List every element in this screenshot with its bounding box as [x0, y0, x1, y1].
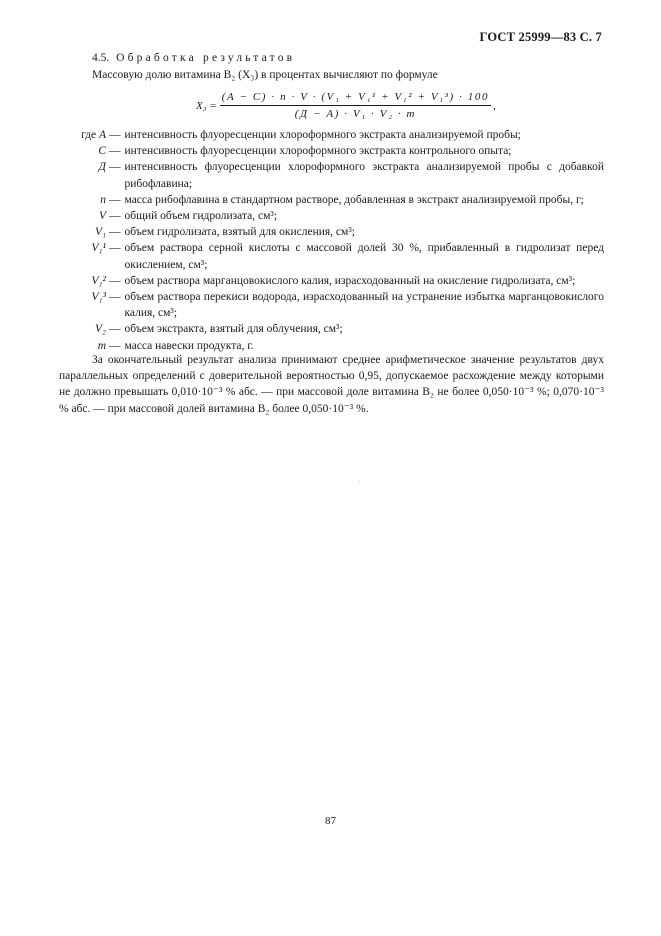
- definitions-list: [59, 127, 604, 354]
- definition-dash: —: [109, 339, 121, 352]
- definition-item: [59, 289, 604, 321]
- definition-symbol: m: [97, 339, 106, 352]
- definition-symbol: C: [98, 145, 106, 158]
- formula: [196, 91, 496, 120]
- section-heading: [92, 52, 295, 64]
- definition-dash: —: [109, 242, 121, 255]
- definition-text: масса навески продукта, г.: [124, 339, 254, 352]
- definition-symbol-text: A: [98, 129, 106, 141]
- definition-dash: —: [109, 193, 121, 206]
- section-number: 4.5.: [92, 52, 110, 64]
- definition-text: масса рибофлавина в стандартном растворе, добавленная в экстракт анализируемой пробы, г;: [124, 193, 584, 206]
- definition-item: [59, 240, 604, 272]
- definition-item: [59, 208, 604, 224]
- definition-symbol: V₂: [94, 323, 106, 336]
- definition-dash: —: [109, 145, 121, 158]
- formula-tail: ,: [493, 99, 496, 112]
- formula-fraction: [220, 91, 491, 120]
- definition-text: интенсивность флуоресценции хлороформного экстракта анализируемой пробы с добавкой рибофлавина;: [124, 161, 604, 190]
- definition-dash: —: [109, 210, 121, 223]
- definition-symbol: n: [100, 193, 106, 206]
- definition-text: интенсивность флуоресценции хлороформного экстракта анализируемой пробы;: [124, 129, 521, 141]
- definition-dash: —: [109, 226, 121, 239]
- section-title: Обработка результатов: [116, 52, 296, 64]
- definition-text: интенсивность флуоресценции хлороформного экстракта контрольного опыта;: [124, 145, 512, 158]
- definition-dash: —: [109, 129, 121, 141]
- definition-symbol: V₁: [94, 226, 106, 239]
- definition-dash: —: [109, 274, 121, 287]
- definition-text: общий объем гидролизата, см³;: [124, 210, 278, 223]
- definition-item: [59, 321, 604, 337]
- definition-text: объем экстракта, взятый для облучения, см³;: [124, 323, 343, 336]
- definition-symbol: Д: [98, 161, 106, 174]
- definition-symbol: V: [98, 210, 106, 223]
- definition-prefix: где: [80, 129, 99, 141]
- definition-item: [59, 273, 604, 289]
- formula-numerator: (A − C) · n · V · (V₁ + V₁¹ + V₁² + V₁³) · 100: [220, 91, 491, 106]
- formula-intro: Массовую долю витамина B₂ (X₃) в процентах вычисляют по формуле: [92, 69, 438, 81]
- definition-item: [59, 127, 604, 143]
- definition-dash: —: [109, 161, 121, 174]
- definition-item: [59, 192, 604, 208]
- definition-symbol: [59, 127, 106, 143]
- definition-symbol: V₁¹: [91, 242, 106, 255]
- definition-text: объем раствора марганцовокислого калия, израсходованный на окисление гидролизата, см³;: [124, 274, 576, 287]
- definition-symbol: V₁²: [91, 274, 106, 287]
- definition-dash: —: [109, 323, 121, 336]
- page-number: 87: [325, 815, 336, 827]
- definition-text: объем раствора перекиси водорода, израсходованный на устранение избытка марганцовокислого калия, см³;: [124, 291, 604, 320]
- definition-dash: —: [109, 291, 121, 304]
- formula-denominator: (Д − A) · V₁ · V₂ · m: [294, 108, 417, 120]
- definition-text: объем раствора серной кислоты с массовой долей 30 %, прибавленный в гидролизат перед окислением, см³;: [124, 242, 604, 271]
- scan-speck: [359, 481, 360, 482]
- definition-item: [59, 143, 604, 159]
- definition-item: [59, 224, 604, 240]
- definition-item: [59, 159, 604, 191]
- conclusion-paragraph: За окончательный результат анализа принимают среднее арифметическое значение результатов двух параллельных определений с доверительной вероятностью 0,95, допускаемое расхождение между которыми не должно превышать 0,010·10⁻³ % абс. — при массовой доле витамина B₂ не более 0,050·10⁻³ %; 0,070·10⁻³ % абс. — при массовой долей витамина B₂ более 0,050·10⁻³ %.: [59, 354, 604, 415]
- formula-lhs: X₃ =: [196, 99, 217, 112]
- standard-header: ГОСТ 25999—83 С. 7: [479, 30, 602, 44]
- definition-symbol: V₁³: [91, 291, 106, 304]
- definition-text: объем гидролизата, взятый для окисления, см³;: [124, 226, 355, 239]
